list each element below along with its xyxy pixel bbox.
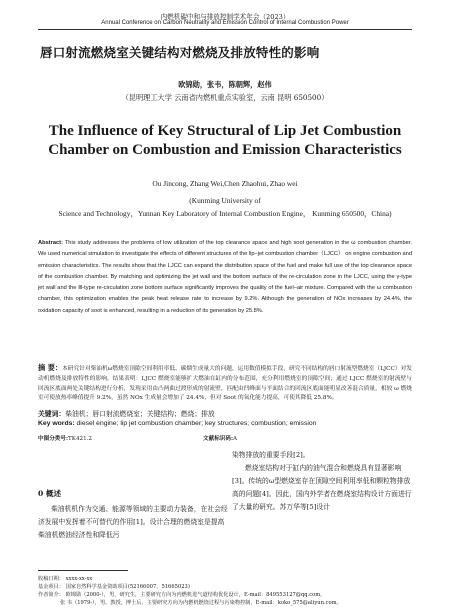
clc-value: TK421.2	[68, 436, 92, 442]
section-heading: 0 概述	[38, 489, 62, 498]
body-paragraph-right-continuation: 染物排放的重要手段[2]。	[232, 451, 310, 459]
header-rule	[38, 29, 412, 30]
cn-abstract-text: 本研究针对柴油机ω燃烧室顶隙空间利用率低、碳烟生成量大的问题，运用数值模拟手段，研究不同结构的唇口射流型燃烧室（LJCC）对发动机燃烧及排放特性的影响。结果表明：LJCC 燃烧室能够扩大燃油在缸内的分布范围，充分利用燃烧室的顶隙空间；通过 LJCC 燃烧室的射流壁与回流区底面两处关键结构进行分析，发现采用由凸两曲过渡形成的射流壁，匹配由凹峰面与平面结合的回流区底面能明显改善混合质量，相较 ω 燃烧室可使放热率峰值提升 9.2%，虽然 NOx 生成量会增加了 24.4%，但对 Soot 的氧化能力提高，可使其降低 25.8%。	[38, 366, 412, 402]
footnote-received: 收稿日期： xxxx-xx-xx	[38, 576, 93, 582]
en-authors: Ou Jincong, Zhang Wei,Chen Zhaohui, Zhao wei	[152, 179, 298, 188]
en-keywords-label: Key words:	[38, 420, 75, 427]
conference-header-cn: 内燃机碳中和与排放控制学术年会（2023）	[160, 13, 290, 21]
clc-label: 中图分类号:	[38, 436, 69, 442]
cn-abstract	[38, 363, 412, 404]
cn-affiliation: （昆明理工大学 云南省内燃机重点实验室，云南 昆明 650500）	[121, 93, 329, 102]
cn-authors: 欧锦勋，张韦，陈朝辉，赵伟	[178, 80, 272, 89]
clc-number	[38, 434, 92, 442]
footnote-author: 作者简介： 欧锦勋（2000-），男，研究生，主要研究方向为内燃机进气道结构优化设计，E-mail：849553127@qq.com。	[38, 592, 326, 598]
en-affiliation-line2: Science and Technology，Yunnan Key Laboratory of Internal Combustion Engine， Kunming 650500，China)	[58, 209, 392, 218]
cn-keywords-text: 柴油机；唇口射流燃烧室；关键结构；燃烧；排放	[65, 410, 215, 418]
en-keywords-text: diesel engine; lip jet combustion chamber; key structures; combustion; emission	[76, 420, 317, 427]
en-keywords	[38, 420, 316, 427]
conference-header-en: Annual Conference on Carbon Neutrality and Emission Control of Internal Combustion Power	[101, 20, 349, 26]
abstract-label: Abstract:	[38, 240, 63, 246]
abstract-text: This study addresses the problems of low utilization of the top clearance space and high soot generation in the ω combustion chamber. We used numerical simulation to investigate the effects of different structures of the lip–jet combustion chamber（LJCC） on engine combustion and emission characteristics. The results show that the LJCC can expand the distribution space of the fuel and make full use of the top clearance space of the combustion chamber. By matching and optimizing the jet wall and the bottom surface of the re-circulation zone in the LJCC, using the γ-type jet wall and the Ⅲ-type re-circulation zone bottom surface significantly improves the quality of the fuel–air mixture. Compared with the ω combustion chamber, this optimization enables the peak heat release rate to increase by 9.2%. Although the generation of NOx increases by 24.4%, the oxidation capacity of soot is enhanced, resulting in a reduction of its generation by 25.8%.	[38, 240, 412, 314]
footnote-fund: 基金项目： 国家自然科学基金资助项目(52166007，51665023)	[38, 584, 190, 590]
document-code	[203, 434, 237, 442]
body-paragraph-right: 燃烧室结构对于缸内的油气混合和燃烧具有显著影响[3]。传统的ω型燃烧室存在顶隙空间利用率低和颗粒物排放高的问题[4]。因此，国内外学者在燃烧室结构设计方面进行了大量的研究。苏万华等[5]设计	[232, 464, 412, 511]
en-abstract	[38, 238, 412, 317]
footnote-rule	[38, 570, 128, 571]
doc-code-value: A	[233, 436, 238, 442]
cn-abstract-label: 摘 要：	[38, 363, 63, 372]
doc-code-label: 文献标识码:	[203, 436, 234, 442]
body-paragraph-left: 柴油机机作为交通、能源等领域的主要动力装备，在社会经济发展中发挥着不可替代的作用[1]。设计合理的燃烧室是提高柴油机燃油经济性和降低污	[38, 505, 228, 539]
en-affiliation-line1: (Kunming University of	[189, 196, 261, 205]
footnote-corresponding-author: 张 韦（1979-），男，教授，博士后，主要研究方向为内燃机燃烧过程与污染物控制，E-mail：koko_575@aliyun.com。	[60, 600, 342, 606]
cn-title: 唇口射流燃烧室关键结构对燃烧及排放特性的影响	[40, 45, 320, 60]
en-title: The Influence of Key Structural of Lip Jet Combustion Chamber on Combustion and Emission Characteristics	[48, 123, 402, 158]
cn-keywords	[38, 408, 215, 418]
cn-keywords-label: 关键词：	[38, 410, 66, 418]
